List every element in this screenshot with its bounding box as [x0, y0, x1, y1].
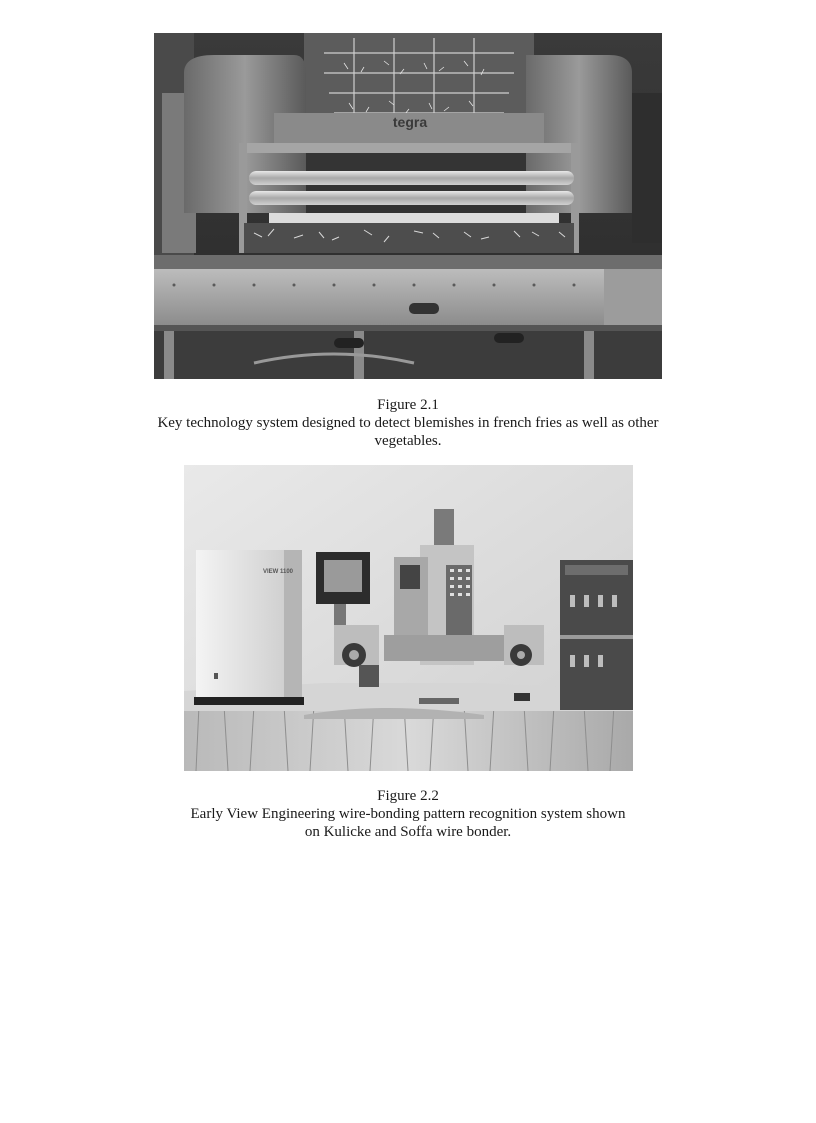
- figure-2-1-caption: [120, 396, 696, 450]
- figure-2-2-caption-line-1: Early View Engineering wire-bonding pattern recognition system shown: [190, 806, 626, 822]
- figure-2-1-photo: [154, 33, 662, 379]
- cabinet-logo-text: VIEW 1100: [262, 569, 294, 575]
- figure-2-1-label: Figure 2.1: [377, 397, 439, 413]
- figure-2-2-caption-line-2: on Kulicke and Soffa wire bonder.: [304, 824, 512, 840]
- figure-2-2-caption: [120, 787, 696, 841]
- figure-2-2-photo: [184, 465, 633, 771]
- figure-2-1-caption-line-2: vegetables.: [374, 433, 442, 449]
- brand-logo-text: tegra: [392, 114, 428, 130]
- figure-2-2-label: Figure 2.2: [377, 788, 439, 804]
- figure-2-1-caption-line-1: Key technology system designed to detect blemishes in french fries as well as other: [157, 415, 659, 431]
